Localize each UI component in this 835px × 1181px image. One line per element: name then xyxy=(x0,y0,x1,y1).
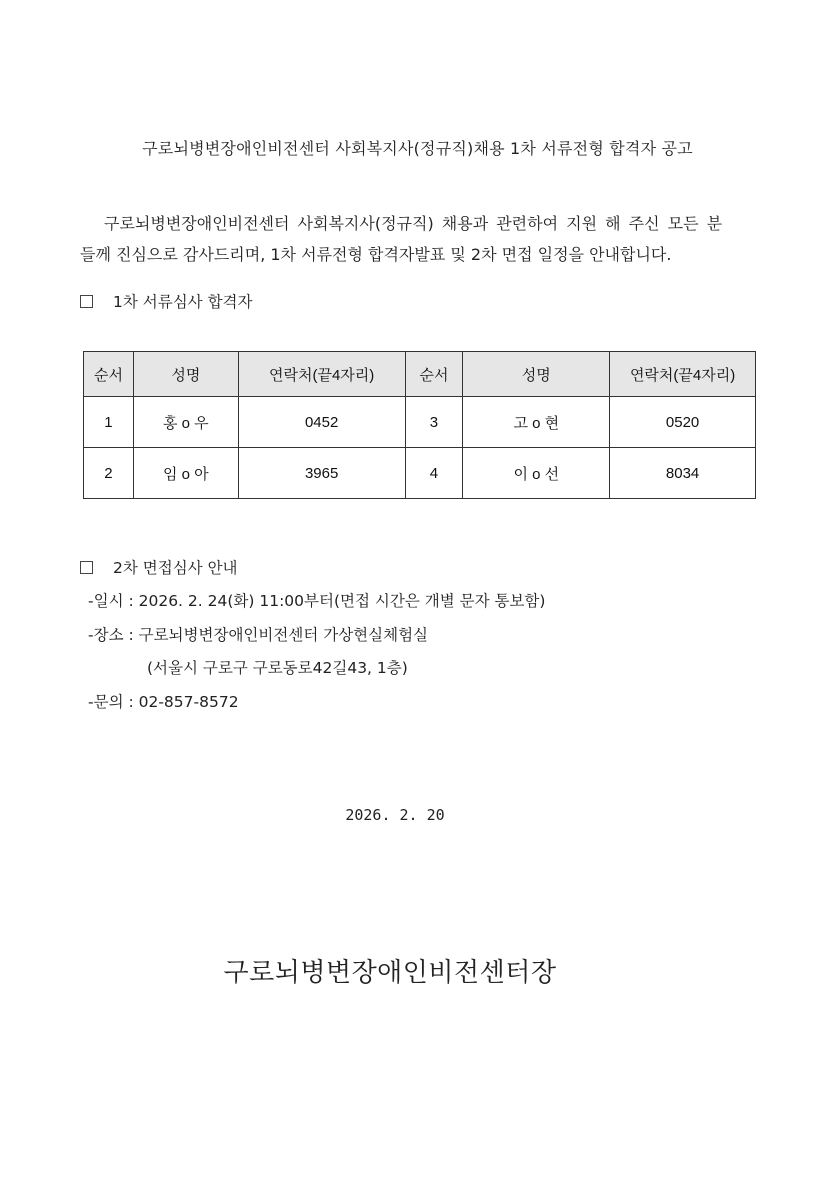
cell-contact: 0520 xyxy=(610,397,756,448)
header-contact: 연락처(끝4자리) xyxy=(238,352,405,397)
table-row xyxy=(84,397,756,448)
cell-name: 고 o 현 xyxy=(463,397,610,448)
intro-line-1: 구로뇌병변장애인비전센터 사회복지사(정규직) 채용과 관련하여 지원 해 주신 모든 분 xyxy=(104,214,723,233)
cell-order: 4 xyxy=(405,448,463,499)
checkbox-square-icon xyxy=(80,561,93,574)
cell-name: 이 o 선 xyxy=(463,448,610,499)
checkbox-square-icon xyxy=(80,295,93,308)
header-name: 성명 xyxy=(133,352,238,397)
header-order: 순서 xyxy=(84,352,134,397)
contact-info: -문의 : 02-857-8572 xyxy=(88,693,239,711)
interview-address: (서울시 구로구 구로동로42길43, 1층) xyxy=(147,659,408,677)
header-order-2: 순서 xyxy=(405,352,463,397)
document-title: 구로뇌병변장애인비전센터 사회복지사(정규직)채용 1차 서류전형 합격자 공고 xyxy=(142,139,693,158)
header-name-2: 성명 xyxy=(463,352,610,397)
results-table xyxy=(83,351,756,499)
cell-contact: 8034 xyxy=(610,448,756,499)
cell-name: 홍 o 우 xyxy=(133,397,238,448)
cell-order: 2 xyxy=(84,448,134,499)
cell-order: 3 xyxy=(405,397,463,448)
header-contact-2: 연락처(끝4자리) xyxy=(610,352,756,397)
announcement-date: 2026. 2. 20 xyxy=(345,806,445,824)
section-1-heading-text: 1차 서류심사 합격자 xyxy=(113,293,253,311)
section-2-heading-text: 2차 면접심사 안내 xyxy=(113,559,238,577)
section-2-heading xyxy=(80,556,238,578)
table-row xyxy=(84,448,756,499)
table-header-row xyxy=(84,352,756,397)
interview-schedule: -일시 : 2026. 2. 24(화) 11:00부터(면접 시간은 개별 문자 통보함) xyxy=(88,592,546,610)
intro-line-2: 들께 진심으로 감사드리며, 1차 서류전형 합격자발표 및 2차 면접 일정을 안내합니다. xyxy=(80,245,672,264)
interview-place: -장소 : 구로뇌병변장애인비전센터 가상현실체험실 xyxy=(88,626,429,644)
cell-order: 1 xyxy=(84,397,134,448)
cell-name: 임 o 아 xyxy=(133,448,238,499)
issuer-signature: 구로뇌병변장애인비전센터장 xyxy=(223,958,557,988)
section-1-heading xyxy=(80,290,253,312)
cell-contact: 0452 xyxy=(238,397,405,448)
cell-contact: 3965 xyxy=(238,448,405,499)
intro-paragraph xyxy=(80,208,760,270)
